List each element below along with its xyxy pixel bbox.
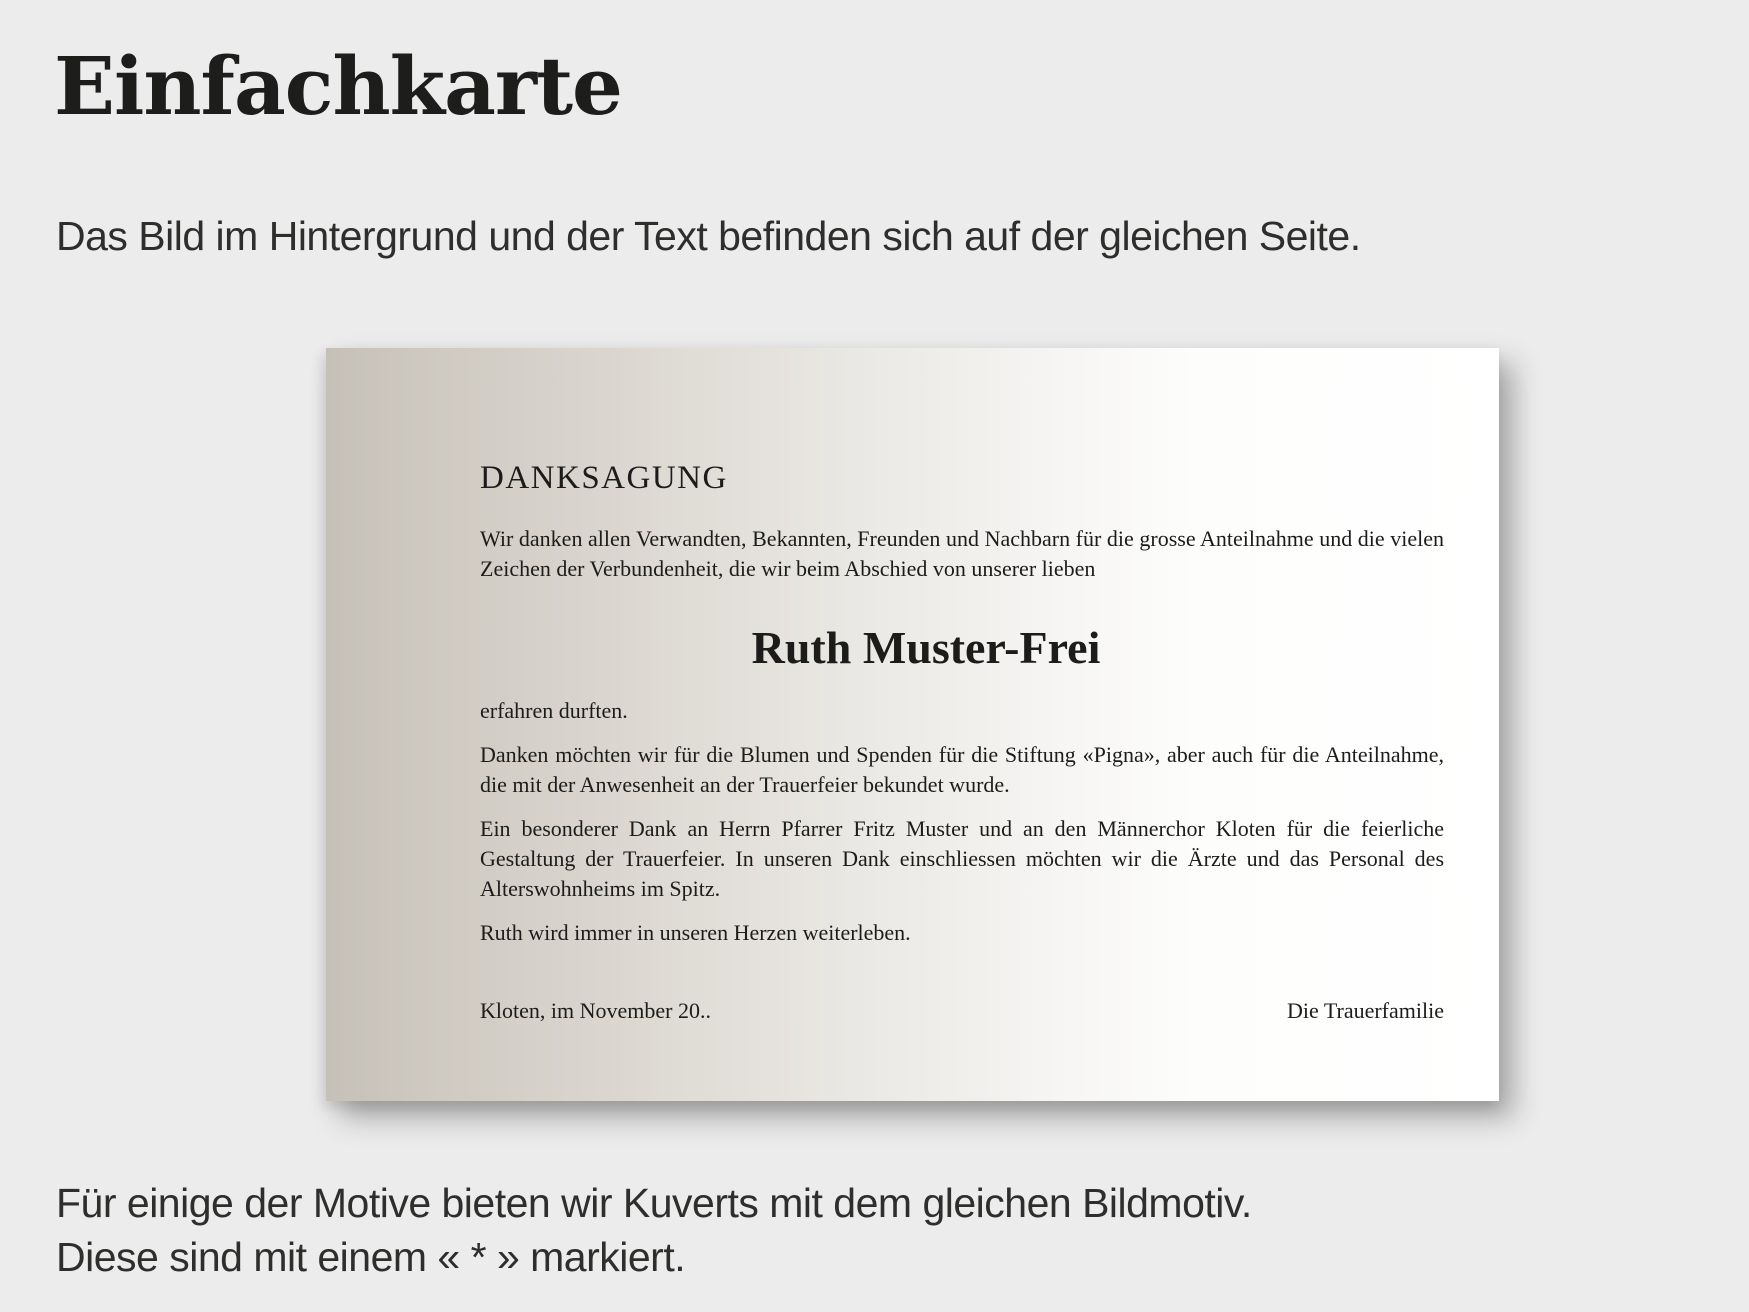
card-paragraph: Ein besonderer Dank an Herrn Pfarrer Fritz Muster und an den Männerchor Kloten für die feierliche Gestaltung der Trauerfeier. In unseren Dank einschliessen möchten wir die Ärzte und das Personal des Alterswohnheims im Spitz. xyxy=(480,816,1444,901)
footer-note-line1: Für einige der Motive bieten wir Kuverts mit dem gleichen Bildmotiv. xyxy=(56,1180,1252,1226)
card-paragraph: Ruth wird immer in unseren Herzen weiterleben. xyxy=(480,920,911,945)
footer-note xyxy=(56,1176,1252,1284)
page-subtitle: Das Bild im Hintergrund und der Text befinden sich auf der gleichen Seite. xyxy=(56,213,1361,259)
card-preview-image xyxy=(326,348,1499,1101)
footer-note-line2: Diese sind mit einem « * » markiert. xyxy=(56,1234,686,1280)
card-paragraph: Danken möchten wir für die Blumen und Spenden für die Stiftung «Pigna», aber auch für die Anteilnahme, die mit der Anwesenheit an der Trauerfeier bekundet wurde. xyxy=(480,742,1444,797)
deceased-name: Ruth Muster-Frei xyxy=(751,622,1101,673)
card-intro-paragraph: Wir danken allen Verwandten, Bekannten, Freunden und Nachbarn für die grosse Anteilnahme und die vielen Zeichen der Verbundenheit, die wir beim Abschied von unserer lieben xyxy=(480,526,1444,581)
card-footer xyxy=(480,996,1444,1026)
place-date: Kloten, im November 20.. xyxy=(480,998,711,1023)
signature: Die Trauerfamilie xyxy=(1286,998,1444,1023)
card-after-name-line: erfahren durften. xyxy=(480,698,628,723)
page-title: Einfachkarte xyxy=(54,39,622,133)
card-heading: DANKSAGUNG xyxy=(480,460,728,496)
